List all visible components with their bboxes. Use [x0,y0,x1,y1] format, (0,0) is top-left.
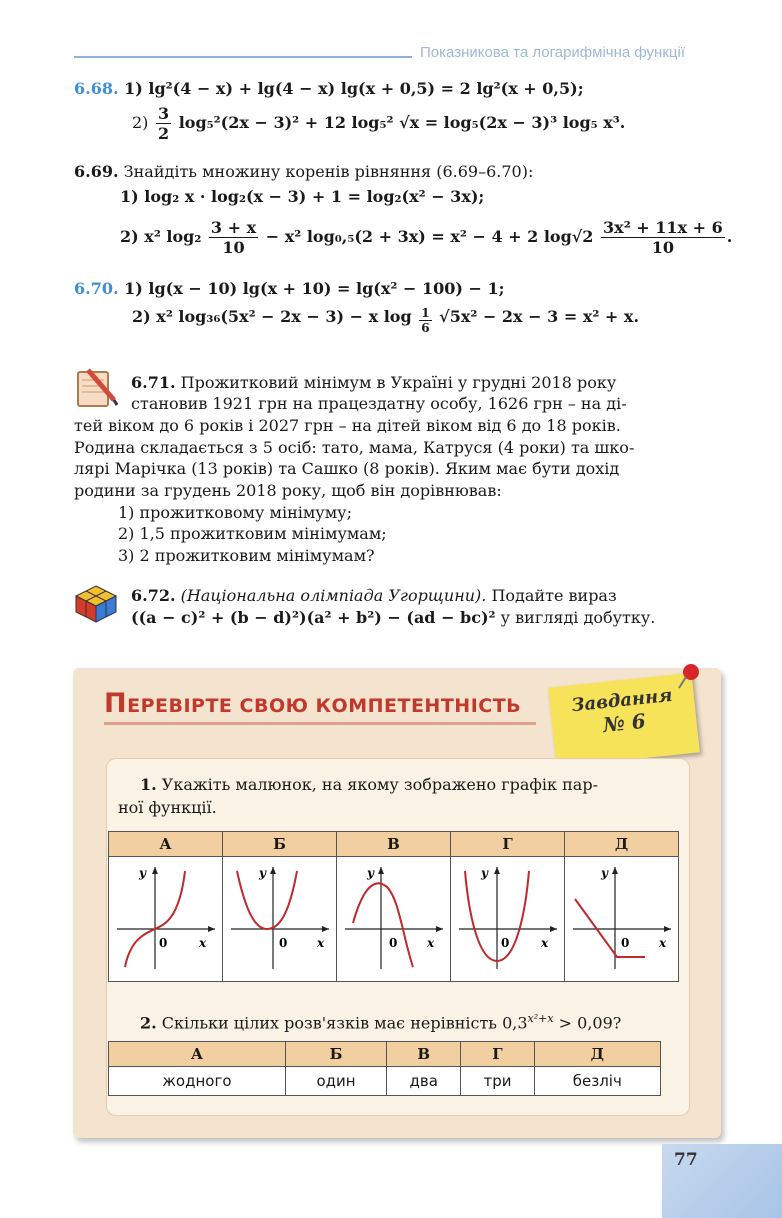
exercise-6-68-line1 [74,78,584,100]
item-label: 2) [132,113,149,132]
svg-text:0: 0 [159,936,168,950]
equation-part: 2) x² log₃₆(5x² − 2x − 3) − x log [132,307,412,326]
option-3: 3) 2 прожитковим мінімумам? [118,546,375,565]
log-base-fraction: $\frac{1}{6}$ [421,306,430,335]
question-text-end: > 0,09? [553,1013,622,1033]
option-header: А [109,832,223,857]
question-1-line1 [140,774,598,796]
text: Прожитковий мінімум в Україні у грудні 2018 року [180,373,617,392]
question-number: 1. [140,775,157,794]
graph-a [109,857,223,982]
exercise-6-68-line2 [132,104,625,143]
exponent: x²+x [527,1012,554,1025]
option-header: Д [534,1042,660,1067]
panel-title: ПЕРЕВІРТЕ СВОЮ КОМПЕТЕНТНІСТЬ [104,688,522,719]
equation-part: 2) x² log₂ [120,227,202,246]
svg-text:0: 0 [389,936,398,950]
graph-d [451,857,565,982]
option-header: Б [223,832,337,857]
question-number: 2. [140,1013,157,1033]
exercise-6-69-line1: 1) log₂ x · log₂(x − 3) + 1 = log₂(x² − 3x); [120,187,485,206]
graph-b [223,857,337,982]
option-header: В [337,832,451,857]
equation-part: − x² log₀,₅(2 + 3x) = x² − 4 + 2 log√2 [265,227,594,246]
sticky-label: Завдання [570,684,674,717]
running-header: Показникова та логарифмічна функції [420,44,685,61]
answer-cell: три [461,1067,534,1096]
svg-text:y: y [367,866,374,880]
notebook-pencil-icon [74,366,120,414]
panel-title-underline [104,722,536,725]
header-rule [74,56,412,58]
answer-cell: один [285,1067,386,1096]
exercise-number: 6.72. [131,586,176,605]
graph-c [337,857,451,982]
text: Подайте вираз [491,586,617,605]
question-text: Укажіть малюнок, на якому зображено графік пар- [161,775,598,794]
answer-cell: два [387,1067,461,1096]
fraction: $\frac{\text{3x² + 11x + 6}}{10}$ [603,218,723,257]
equation: log₅²(2x − 3)² + 12 log₅² √x = log₅(2x − 3)³ log₅ x³. [178,113,626,132]
exercise-number: 6.68. [74,79,119,98]
exercise-6-71-line2: становив 1921 грн на працездатну особу, 1626 грн – на ді- [131,394,627,413]
question-text: Скільки цілих розв'язків має нерівність 0,3 [161,1013,528,1033]
equation: 1) lg(x − 10) lg(x + 10) = lg(x² − 100) − 1; [124,279,505,298]
page-number: 77 [674,1150,698,1170]
svg-text:0: 0 [501,936,510,950]
svg-text:x: x [427,936,435,950]
equation: 1) lg²(4 − x) + lg(4 − x) lg(x + 0,5) = 2 lg²(x + 0,5); [124,79,584,98]
exercise-6-71-line5: лярі Марічка (13 років) та Сашко (8 років). Яким має бути дохід [74,459,620,478]
exercise-6-72-line2 [131,607,655,629]
graph-e [565,857,679,982]
exercise-6-71-line3: тей віком до 6 років і 2027 грн – на дітей віком від 6 до 18 років. [74,416,621,435]
fraction: $\frac{3}{2}$ [158,104,170,143]
svg-text:x: x [541,936,549,950]
exercise-6-70-line2 [132,306,639,335]
rubik-cube-icon [74,584,118,628]
svg-text:x: x [317,936,325,950]
svg-text:0: 0 [621,936,630,950]
option-header: Г [461,1042,534,1067]
expression: ((a − c)² + (b − d)²)(a² + b²) − (ad − bc)² [131,608,496,627]
question-2 [140,1008,621,1034]
equation-part: √5x² − 2x − 3 = x² + x. [439,307,640,326]
instruction: Знайдіть множину коренів рівняння (6.69–6.70): [123,162,534,181]
option-header: Д [565,832,679,857]
question-1-line2: ної функції. [118,798,217,817]
exercise-number: 6.71. [131,373,176,392]
exercise-6-71-line6: родини за грудень 2018 року, щоб він дорівнював: [74,481,502,500]
sticky-number: № 6 [601,708,647,738]
answer-cell: безліч [534,1067,660,1096]
svg-text:x: x [199,936,207,950]
answer-options-table [108,1041,661,1096]
exercise-6-70-line1 [74,278,505,300]
option-header: В [387,1042,461,1067]
pushpin-icon [676,662,702,694]
text: у вигляді добутку. [500,608,656,627]
exercise-6-69-intro [74,161,533,183]
svg-text:y: y [481,866,488,880]
svg-text:y: y [139,866,146,880]
option-header: Г [451,832,565,857]
option-1: 1) прожитковому мінімуму; [118,503,352,522]
fraction: $\frac{3 + x}{10}$ [210,218,257,257]
exercise-6-72-line1 [131,585,617,607]
svg-text:y: y [601,866,608,880]
exercise-number: 6.69. [74,162,119,181]
exercise-6-71-line1 [131,372,616,394]
svg-text:x: x [659,936,667,950]
option-header: А [109,1042,286,1067]
svg-text:y: y [259,866,266,880]
exercise-6-69-line2: 2) x² log₂ $\frac{3 + x}{10}$ − x² log₀,₅(2 + 3x) = x² − 4 + 2 log√2 $\frac{\text{3x² + 11x + 6}}{10}$ . [120,218,733,257]
option-header: Б [285,1042,386,1067]
option-2: 2) 1,5 прожитковим мінімумам; [118,524,387,543]
exercise-6-71-line4: Родина складається з 5 осіб: тато, мама, Катруся (4 роки) та шко- [74,438,635,457]
exercise-number: 6.70. [74,279,119,298]
source-citation: (Національна олімпіада Угорщини). [180,586,487,605]
graph-options-table [108,831,679,982]
svg-text:0: 0 [279,936,288,950]
answer-cell: жодного [109,1067,286,1096]
